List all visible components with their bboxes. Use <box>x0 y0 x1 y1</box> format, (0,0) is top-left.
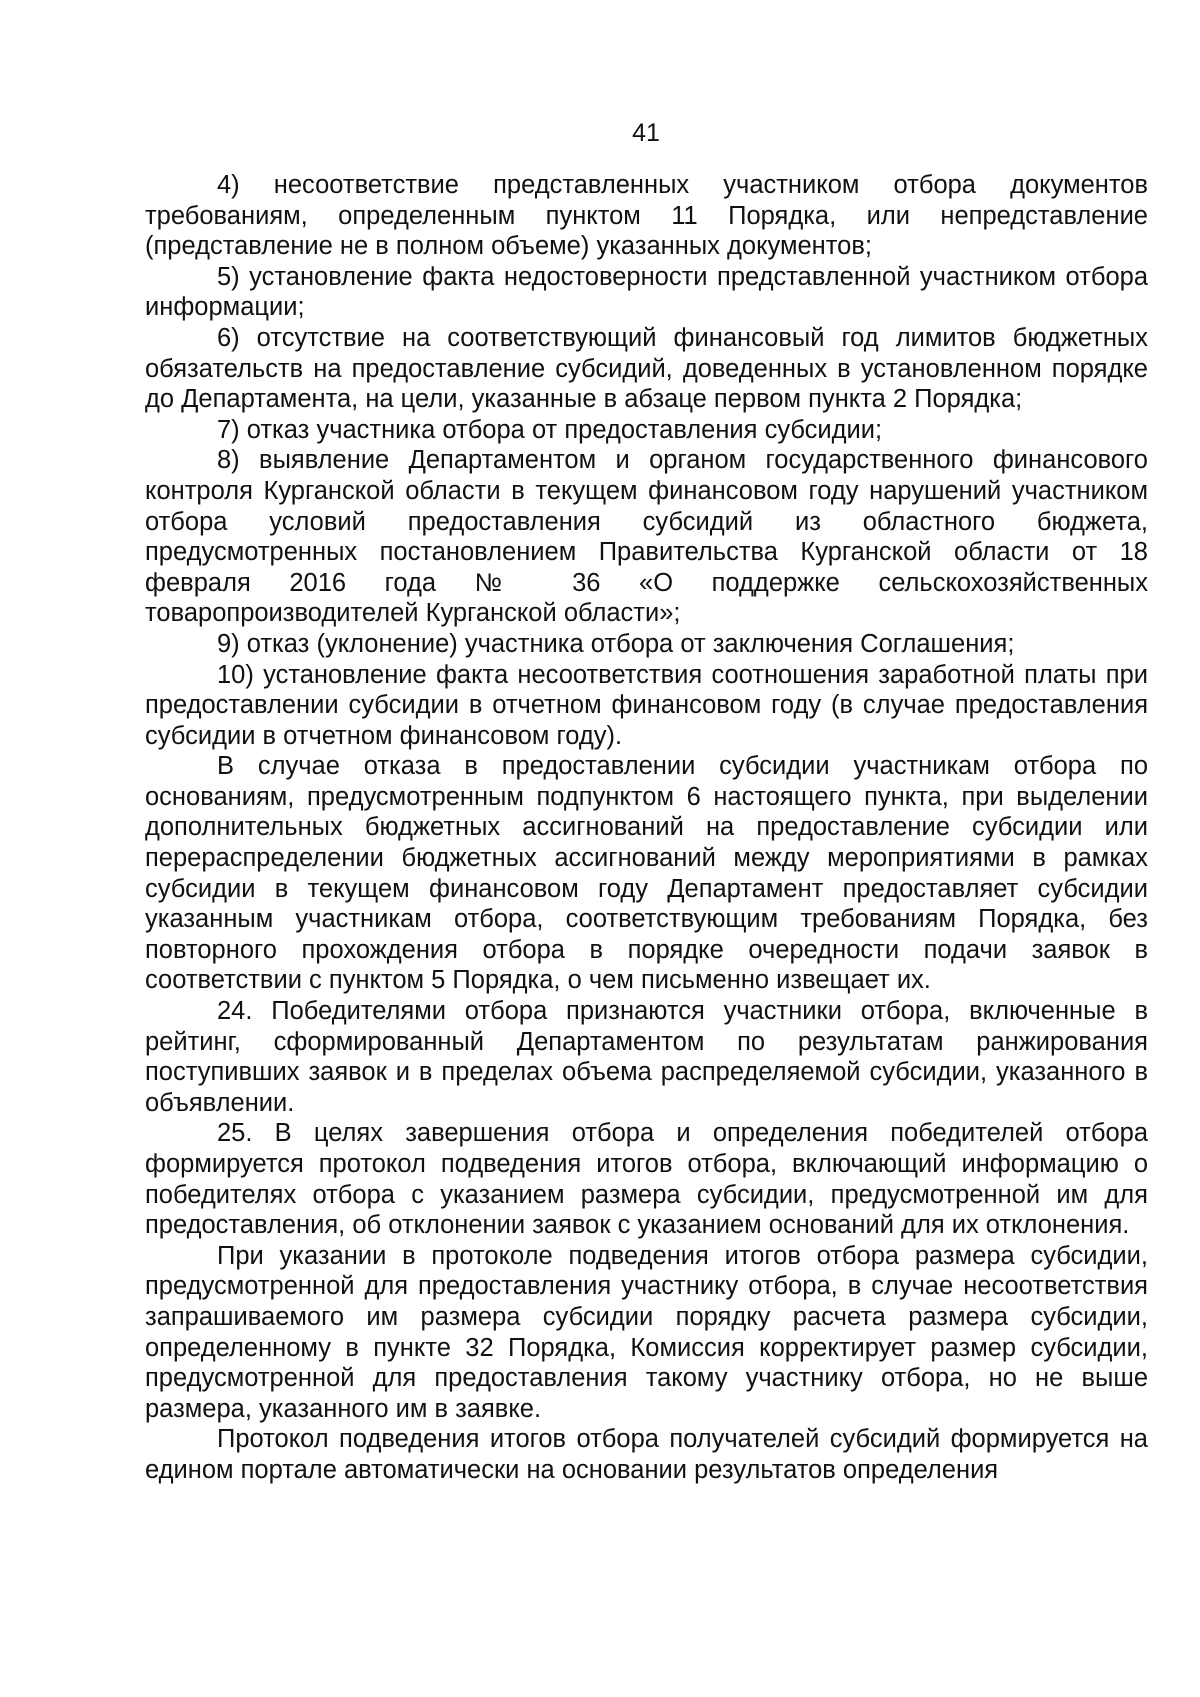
paragraph-clause-24: 24. Победителями отбора признаются участники отбора, включенные в рейтинг, сформированный Департаментом по результатам ранжирования поступивших заявок и в пределах объема распределяемой субсидии, указанного в объявлении. <box>145 997 1148 1117</box>
paragraph-item-5: 5) установление факта недостоверности представленной участником отбора информации; <box>145 262 1148 322</box>
paragraph-item-4: 4) несоответствие представленных участником отбора документов требованиям, определенным пунктом 11 Порядка, или непредставление (представление не в полном объеме) указанных документов; <box>145 171 1148 261</box>
paragraph-item-10: 10) установление факта несоответствия соотношения заработной платы при предоставлении субсидии в отчетном финансовом году (в случае предоставления субсидии в отчетном финансовом году). <box>145 660 1148 750</box>
paragraph-item-8: 8) выявление Департаментом и органом государственного финансового контроля Курганской области в текущем финансовом году нарушений участником отбора условий предоставления субсидий из областного бюджета, предусмотренных постановлением Правительства Курганской области от 18 февраля 2016 года № 36 «О поддержке сельскохозяйственных товаропроизводителей Курганской области»; <box>145 446 1148 628</box>
paragraph-item-9: 9) отказ (уклонение) участника отбора от заключения Соглашения; <box>217 629 1015 658</box>
document-body <box>145 170 1148 1486</box>
page-number: 41 <box>632 119 660 147</box>
paragraph-item-7: 7) отказ участника отбора от предоставления субсидии; <box>217 415 883 444</box>
paragraph-protocol: Протокол подведения итогов отбора получателей субсидий формируется на едином портале автоматически на основании результатов определения <box>145 1425 1148 1484</box>
paragraph-item-6: 6) отсутствие на соответствующий финансовый год лимитов бюджетных обязательств на предоставление субсидий, доведенных в установленном порядке до Департамента, на цели, указанные в абзаце первом пункта 2 Порядка; <box>145 323 1148 414</box>
paragraph-clause-25: 25. В целях завершения отбора и определения победителей отбора формируется протокол подведения итогов отбора, включающий информацию о победителях отбора с указанием размера субсидии, предусмотренной им для предоставления, об отклонении заявок с указанием оснований для их отклонения. <box>145 1119 1148 1240</box>
paragraph-refusal-case: В случае отказа в предоставлении субсидии участникам отбора по основаниям, предусмотренным подпунктом 6 настоящего пункта, при выделении дополнительных бюджетных ассигнований на предоставление субсидии или перераспределении бюджетных ассигнований между мероприятиями в рамках субсидии в текущем финансовом году Департамент предоставляет субсидии указанным участникам отбора, соответствующим требованиям Порядка, без повторного прохождения отбора в порядке очередности подачи заявок в соответствии с пунктом 5 Порядка, о чем письменно извещает их. <box>145 752 1148 995</box>
paragraph-subsidy-adjustment: При указании в протоколе подведения итогов отбора размера субсидии, предусмотренной для предоставления участнику отбора, в случае несоответствия запрашиваемого им размера субсидии порядку расчета размера субсидии, определенному в пункте 32 Порядка, Комиссия корректирует размер субсидии, предусмотренной для предоставления такому участнику отбора, но не выше размера, указанного им в заявке. <box>145 1241 1148 1423</box>
